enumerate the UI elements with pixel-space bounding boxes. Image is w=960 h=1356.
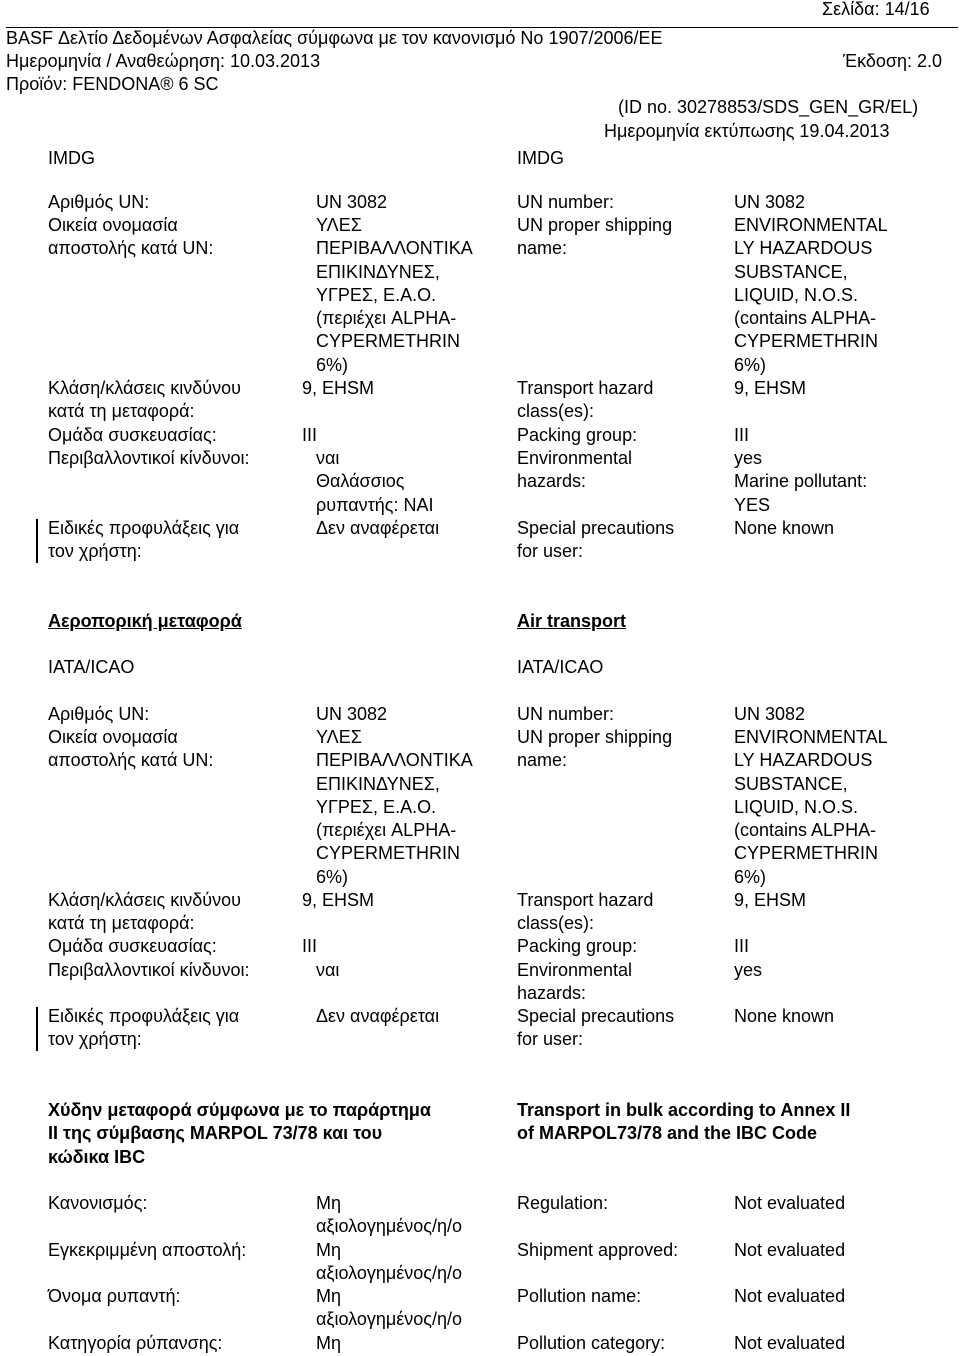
imdg-env-label-gr: Περιβαλλοντικοί κίνδυνοι:	[48, 448, 250, 468]
air-class-label-en: Transport hazard class(es):	[517, 890, 654, 934]
air-name-value-gr: ΥΛΕΣ ΠΕΡΙΒΑΛΛΟΝΤΙΚΑ ΕΠΙΚΙΝΔΥΝΕΣ, ΥΓΡΕΣ, Ε.Α.Ο. (περιέχει ALPHA- CYPERMETHRIN 6%)	[316, 727, 473, 887]
bulk-reg-value-en: Not evaluated	[734, 1193, 846, 1213]
version: Έκδοση: 2.0	[843, 51, 943, 71]
air-pg-value-en: III	[734, 936, 750, 956]
imdg-class-value-gr: 9, EHSM	[302, 378, 375, 398]
air-title-gr: Αεροπορική μεταφορά	[48, 611, 242, 631]
imdg-class-value-en: 9, EHSM	[734, 378, 807, 398]
revision-date: Ημερομηνία / Αναθεώρηση: 10.03.2013	[6, 51, 321, 71]
air-title-en: Air transport	[517, 611, 627, 631]
bulk-pname-label-en: Pollution name:	[517, 1286, 642, 1306]
air-change-bar	[36, 1007, 38, 1051]
imdg-env-label-en: Environmental hazards:	[517, 448, 633, 492]
bulk-reg-label-gr: Κανονισμός:	[48, 1193, 148, 1213]
imdg-pg-label-gr: Ομάδα συσκευασίας:	[48, 425, 217, 445]
air-pg-label-gr: Ομάδα συσκευασίας:	[48, 936, 217, 956]
bulk-ship-label-en: Shipment approved:	[517, 1240, 679, 1260]
air-env-value-gr: ναι	[316, 960, 340, 980]
imdg-env-value-gr: ναι Θαλάσσιος ρυπαντής: ΝΑΙ	[316, 448, 434, 515]
iata-heading-en: IATA/ICAO	[517, 657, 604, 677]
bulk-pname-value-en: Not evaluated	[734, 1286, 846, 1306]
air-un-label-gr: Αριθμός UN:	[48, 704, 150, 724]
imdg-class-label-gr: Κλάση/κλάσεις κινδύνου κατά τη μεταφορά:	[48, 378, 241, 422]
air-un-value-en: UN 3082	[734, 704, 806, 724]
air-spec-label-en: Special precautions for user:	[517, 1006, 675, 1050]
air-env-label-gr: Περιβαλλοντικοί κίνδυνοι:	[48, 960, 250, 980]
bulk-pname-value-gr: Μη αξιολογημένος/η/ο	[316, 1286, 462, 1330]
imdg-heading-gr: IMDG	[48, 148, 95, 168]
bulk-pcat-label-en: Pollution category:	[517, 1333, 666, 1353]
imdg-un-value-en: UN 3082	[734, 192, 806, 212]
air-env-value-en: yes	[734, 960, 763, 980]
iata-heading-gr: IATA/ICAO	[48, 657, 135, 677]
bulk-pcat-label-gr: Κατηγορία ρύπανσης:	[48, 1333, 223, 1353]
air-name-label-en: UN proper shipping name:	[517, 727, 673, 771]
imdg-spec-value-en: None known	[734, 518, 835, 538]
imdg-class-label-en: Transport hazard class(es):	[517, 378, 654, 422]
air-class-value-en: 9, EHSM	[734, 890, 807, 910]
air-class-value-gr: 9, EHSM	[302, 890, 375, 910]
air-env-label-en: Environmental hazards:	[517, 960, 633, 1004]
imdg-spec-label-gr: Ειδικές προφυλάξεις για τον χρήστη:	[48, 518, 240, 562]
product-name: Προϊόν: FENDONA® 6 SC	[6, 74, 219, 94]
imdg-un-label-gr: Αριθμός UN:	[48, 192, 150, 212]
air-pg-value-gr: III	[302, 936, 318, 956]
bulk-reg-label-en: Regulation:	[517, 1193, 609, 1213]
imdg-heading-en: IMDG	[517, 148, 564, 168]
bulk-ship-label-gr: Εγκεκριμμένη αποστολή:	[48, 1240, 247, 1260]
bulk-title-en: Transport in bulk according to Annex II of MARPOL73/78 and the IBC Code	[517, 1100, 851, 1144]
document-id: (ID no. 30278853/SDS_GEN_GR/EL)	[618, 97, 919, 117]
air-spec-value-en: None known	[734, 1006, 835, 1026]
bulk-title-gr: Χύδην μεταφορά σύμφωνα με το παράρτημα II της σύμβασης MARPOL 73/78 και του κώδικα IBC	[48, 1100, 431, 1167]
air-un-label-en: UN number:	[517, 704, 615, 724]
air-spec-label-gr: Ειδικές προφυλάξεις για τον χρήστη:	[48, 1006, 240, 1050]
air-pg-label-en: Packing group:	[517, 936, 638, 956]
imdg-name-value-gr: ΥΛΕΣ ΠΕΡΙΒΑΛΛΟΝΤΙΚΑ ΕΠΙΚΙΝΔΥΝΕΣ, ΥΓΡΕΣ, Ε.Α.Ο. (περιέχει ALPHA- CYPERMETHRIN 6%)	[316, 215, 473, 375]
air-name-value-en: ENVIRONMENTAL LY HAZARDOUS SUBSTANCE, LIQUID, N.O.S. (contains ALPHA- CYPERMETHRIN 6%)	[734, 727, 888, 887]
imdg-name-label-en: UN proper shipping name:	[517, 215, 673, 259]
imdg-un-label-en: UN number:	[517, 192, 615, 212]
page-number: Σελίδα: 14/16	[822, 0, 930, 19]
print-date: Ημερομηνία εκτύπωσης 19.04.2013	[604, 121, 890, 141]
imdg-change-bar	[36, 519, 38, 563]
air-un-value-gr: UN 3082	[316, 704, 388, 724]
imdg-pg-value-en: III	[734, 425, 750, 445]
imdg-spec-value-gr: Δεν αναφέρεται	[316, 518, 440, 538]
bulk-reg-value-gr: Μη αξιολογημένος/η/ο	[316, 1193, 462, 1237]
bulk-pcat-value-gr: Μη	[316, 1333, 342, 1353]
document-title: BASF Δελτίο Δεδομένων Ασφαλείας σύμφωνα με τον κανονισμό Νο 1907/2006/ΕΕ	[6, 28, 663, 48]
imdg-pg-label-en: Packing group:	[517, 425, 638, 445]
bulk-ship-value-gr: Μη αξιολογημένος/η/ο	[316, 1240, 462, 1284]
imdg-name-label-gr: Οικεία ονομασία αποστολής κατά UN:	[48, 215, 214, 259]
air-class-label-gr: Κλάση/κλάσεις κινδύνου κατά τη μεταφορά:	[48, 890, 241, 934]
bulk-pcat-value-en: Not evaluated	[734, 1333, 846, 1353]
imdg-name-value-en: ENVIRONMENTAL LY HAZARDOUS SUBSTANCE, LIQUID, N.O.S. (contains ALPHA- CYPERMETHRIN 6%)	[734, 215, 888, 375]
air-spec-value-gr: Δεν αναφέρεται	[316, 1006, 440, 1026]
air-name-label-gr: Οικεία ονομασία αποστολής κατά UN:	[48, 727, 214, 771]
imdg-pg-value-gr: III	[302, 425, 318, 445]
imdg-env-value-en: yes Marine pollutant: YES	[734, 448, 868, 515]
imdg-spec-label-en: Special precautions for user:	[517, 518, 675, 562]
bulk-pname-label-gr: Όνομα ρυπαντή:	[48, 1286, 181, 1306]
imdg-un-value-gr: UN 3082	[316, 192, 388, 212]
bulk-ship-value-en: Not evaluated	[734, 1240, 846, 1260]
